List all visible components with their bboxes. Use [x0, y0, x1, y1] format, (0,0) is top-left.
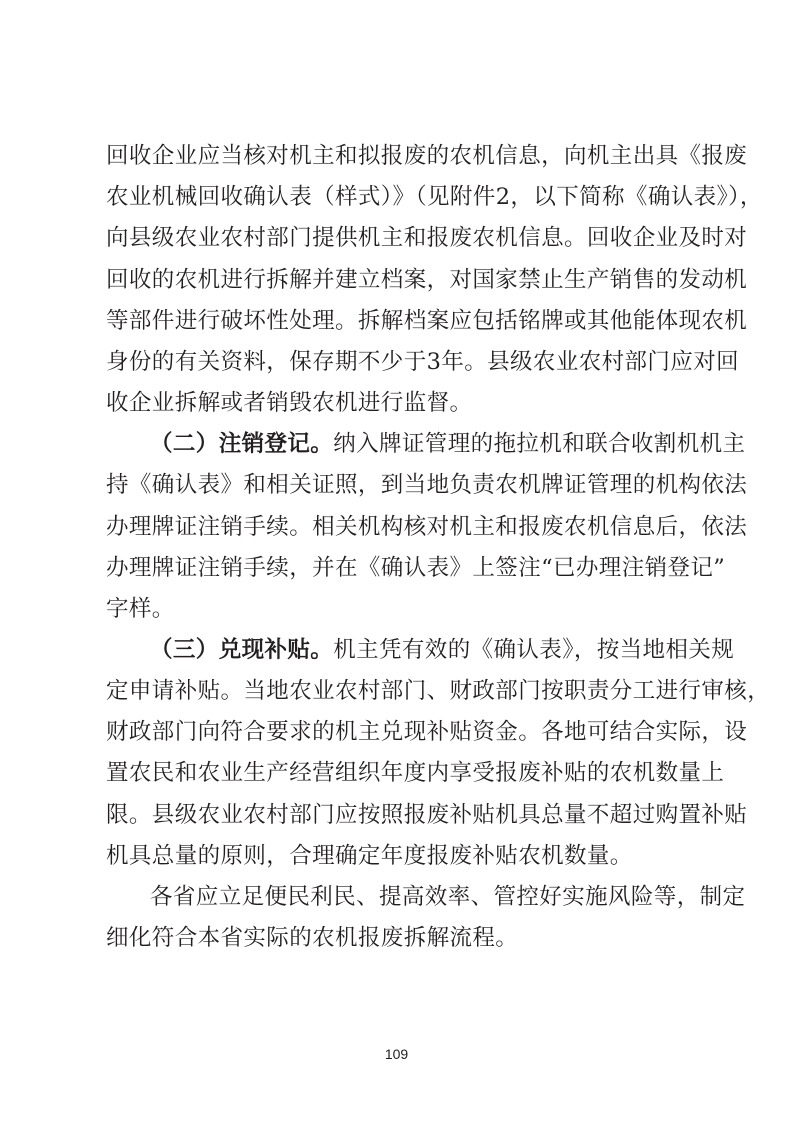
text-line: 机具总量的原则，合理确定年度报废补贴农机数量。	[106, 843, 633, 869]
text-line	[150, 630, 735, 670]
text-line: 字样。	[106, 596, 175, 622]
text-line	[150, 424, 746, 464]
text-run: 纳入牌证管理的拖拉机和联合收割机机主	[333, 431, 746, 457]
text-line: 置农民和农业生产经营组织年度内享受报废补贴的农机数量上	[106, 760, 725, 786]
text-line: 财政部门向符合要求的机主兑现补贴资金。各地可结合实际，设	[106, 719, 748, 745]
page-number: 109	[384, 1046, 409, 1062]
section-heading: （二）注销登记。	[150, 431, 334, 457]
text-line: 各省应立足便民利民、提高效率、管控好实施风险等，制定	[150, 884, 746, 910]
text-line: 回收企业应当核对机主和拟报废的农机信息，向机主出具《报废	[106, 143, 748, 169]
text-line: 回收的农机进行拆解并建立档案，对国家禁止生产销售的发动机	[106, 267, 748, 293]
text-line: 等部件进行破坏性处理。拆解档案应包括铭牌或其他能体现农机	[106, 308, 748, 334]
text-line: 持《确认表》和相关证照，到当地负责农机牌证管理的机构依法	[106, 472, 748, 498]
text-run: 机主凭有效的《确认表》，按当地相关规	[333, 637, 735, 663]
text-line: 办理牌证注销手续，并在《确认表》上签注“已办理注销登记”	[106, 555, 726, 581]
text-line: 定申请补贴。当地农业农村部门、财政部门按职责分工进行审核，	[106, 678, 771, 704]
text-line: 收企业拆解或者销毁农机进行监督。	[106, 390, 473, 416]
text-line: 办理牌证注销手续。相关机构核对机主和报废农机信息后，依法	[106, 514, 748, 540]
text-line: 限。县级农业农村部门应按照报废补贴机具总量不超过购置补贴	[106, 802, 748, 828]
text-line: 细化符合本省实际的农机报废拆解流程。	[106, 925, 519, 951]
text-line: 身份的有关资料，保存期不少于3年。县级农业农村部门应对回	[106, 349, 740, 375]
text-line: 向县级农业农村部门提供机主和报废农机信息。回收企业及时对	[106, 225, 748, 251]
text-line: 农业机械回收确认表（样式）》（见附件2，以下简称《确认表》），	[106, 184, 763, 210]
section-heading: （三）兑现补贴。	[150, 637, 334, 663]
